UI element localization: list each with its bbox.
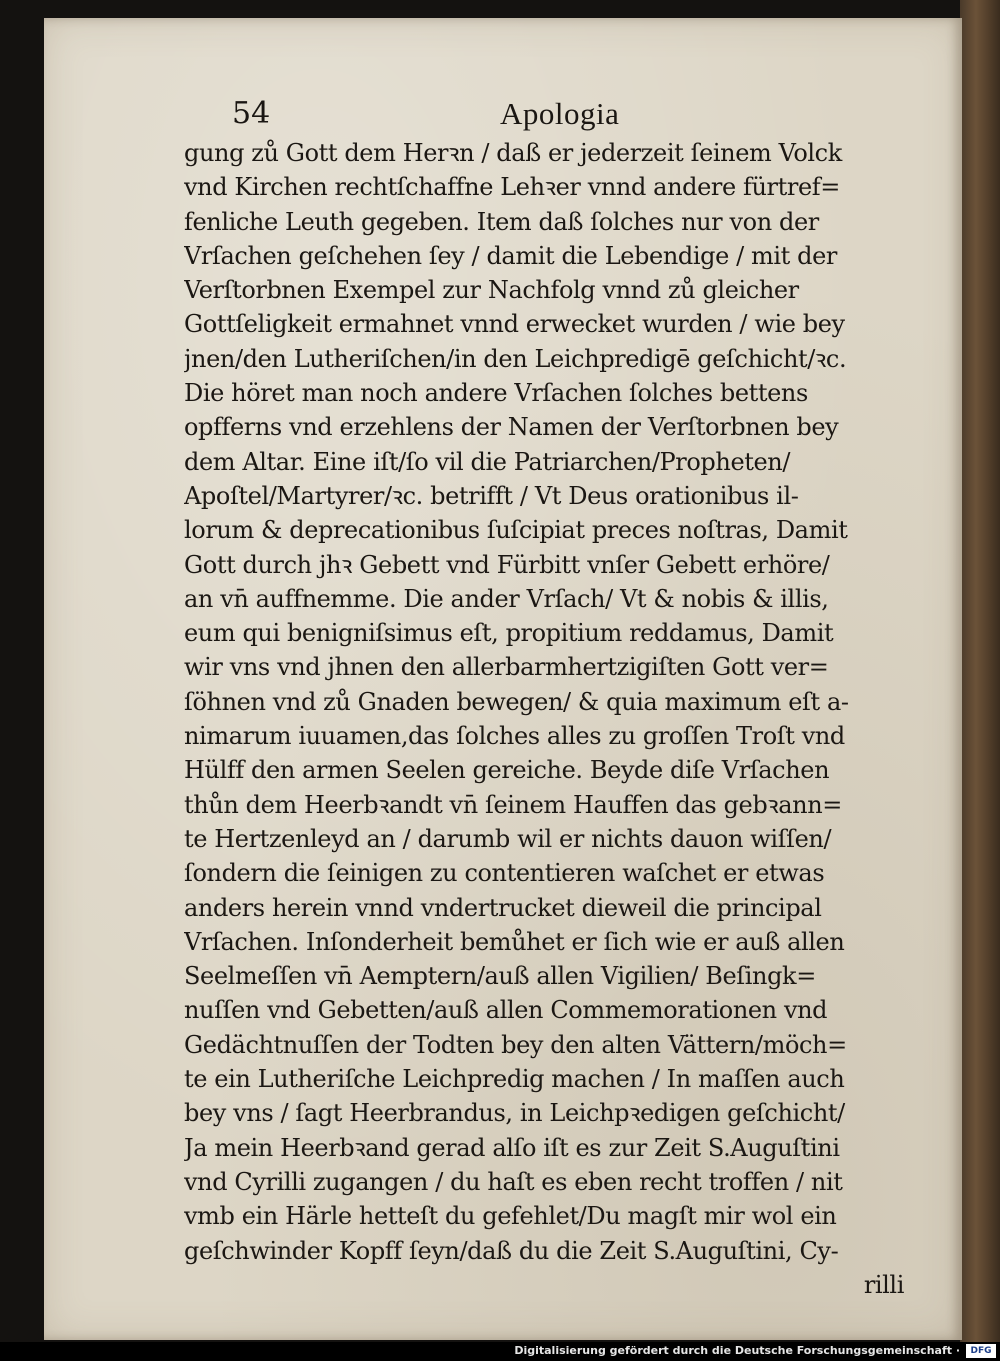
text-line: nimarum iuuamen,das ſolches alles zu groſſen Troſt vnd [184, 722, 845, 751]
text-line: anders herein vnnd vndertrucket dieweil die principal [184, 893, 822, 922]
text-line: Gedächtnuſſen der Todten bey den alten Vättern/möch= [184, 1030, 847, 1059]
text-line: Vrſachen geſchehen ſey / damit die Lebendige / mit der [184, 241, 837, 270]
text-line: lorum & deprecationibus ſuſcipiat preces noſtras, Damit [184, 516, 848, 545]
book-spine [960, 0, 1000, 1342]
text-line: te ein Lutheriſche Leichpredig machen / In maſſen auch [184, 1065, 845, 1094]
text-line: vmb ein Härle hetteſt du gefehlet/Du magſt mir wol ein [184, 1202, 837, 1231]
text-line: thůn dem Heerbꝛandt vn̄ ſeinem Hauffen das gebꝛann= [184, 790, 843, 819]
text-line: eum qui benigniſsimus eſt, propitium reddamus, Damit [184, 619, 834, 648]
text-line: gung zů Gott dem Herꝛn / daß er jederzeit ſeinem Volck [184, 139, 842, 167]
funding-credit: Digitalisierung gefördert durch die Deutsche Forschungsgemeinschaft · [514, 1344, 960, 1357]
text-line: opfferns vnd erzehlens der Namen der Verſtorbnen bey [184, 413, 839, 442]
text-line: Apoſtel/Martyrer/ꝛc. betrifft / Vt Deus orationibus il- [184, 481, 799, 510]
text-line: jnen/den Lutheriſchen/in den Leichpredigē geſchicht/ꝛc. [184, 344, 847, 373]
text-line: Ja mein Heerbꝛand gerad alſo iſt es zur Zeit S.Auguſtini [184, 1133, 840, 1162]
text-line: nuſſen vnd Gebetten/auß allen Commemorationen vnd [184, 996, 828, 1025]
text-line: ſondern die ſeinigen zu contentieren waſchet er etwas [184, 859, 825, 888]
text-line: Hülff den armen Seelen gereiche. Beyde diſe Vrſachen [184, 756, 830, 785]
text-line: ſöhnen vnd zů Gnaden bewegen/ & quia maximum eſt a- [184, 687, 849, 716]
running-title: Apologia [500, 96, 620, 131]
text-line: bey vns / ſagt Heerbrandus, in Leichpꝛedigen geſchicht/ [184, 1099, 845, 1128]
text-line: Gott durch jhꝛ Gebett vnd Fürbitt vnſer Gebett erhöre/ [184, 550, 830, 579]
text-line: Seelmeſſen vn̄ Aemptern/auß allen Vigilien/ Beſingk= [184, 962, 816, 991]
text-line: geſchwinder Kopff ſeyn/daß du die Zeit S.Auguſtini, Cy- [184, 1236, 839, 1265]
text-line: te Hertzenleyd an / darumb wil er nichts dauon wiſſen/ [184, 824, 832, 853]
text-line: fenliche Leuth gegeben. Item daß ſolches nur von der [184, 207, 819, 236]
text-line: vnd Cyrilli zugangen / du haſt es eben recht troffen / nit [184, 1167, 843, 1196]
footer-bar [0, 1342, 1000, 1361]
text-line: vnd Kirchen rechtſchaffne Lehꝛer vnnd andere fürtref= [184, 173, 840, 202]
dfg-logo: DFG [966, 1344, 996, 1358]
body-text [184, 136, 904, 1302]
text-line: wir vns vnd jhnen den allerbarmhertzigiſten Gott ver= [184, 653, 829, 682]
text-line: Verſtorbnen Exempel zur Nachfolg vnnd zů gleicher [184, 276, 799, 305]
text-line: Vrſachen. Inſonderheit bemůhet er ſich wie er auß allen [184, 927, 845, 956]
text-line: Gottſeligkeit ermahnet vnnd erwecket wurden / wie bey [184, 310, 845, 339]
catchword: rilli [863, 1270, 904, 1299]
text-line: an vn̄ auffnemme. Die ander Vrſach/ Vt & nobis & illis, [184, 584, 829, 613]
text-line: Die höret man noch andere Vrſachen ſolches bettens [184, 379, 808, 408]
page-number: 54 [232, 96, 271, 131]
text-line: dem Altar. Eine iſt/ſo vil die Patriarchen/Propheten/ [184, 447, 791, 476]
